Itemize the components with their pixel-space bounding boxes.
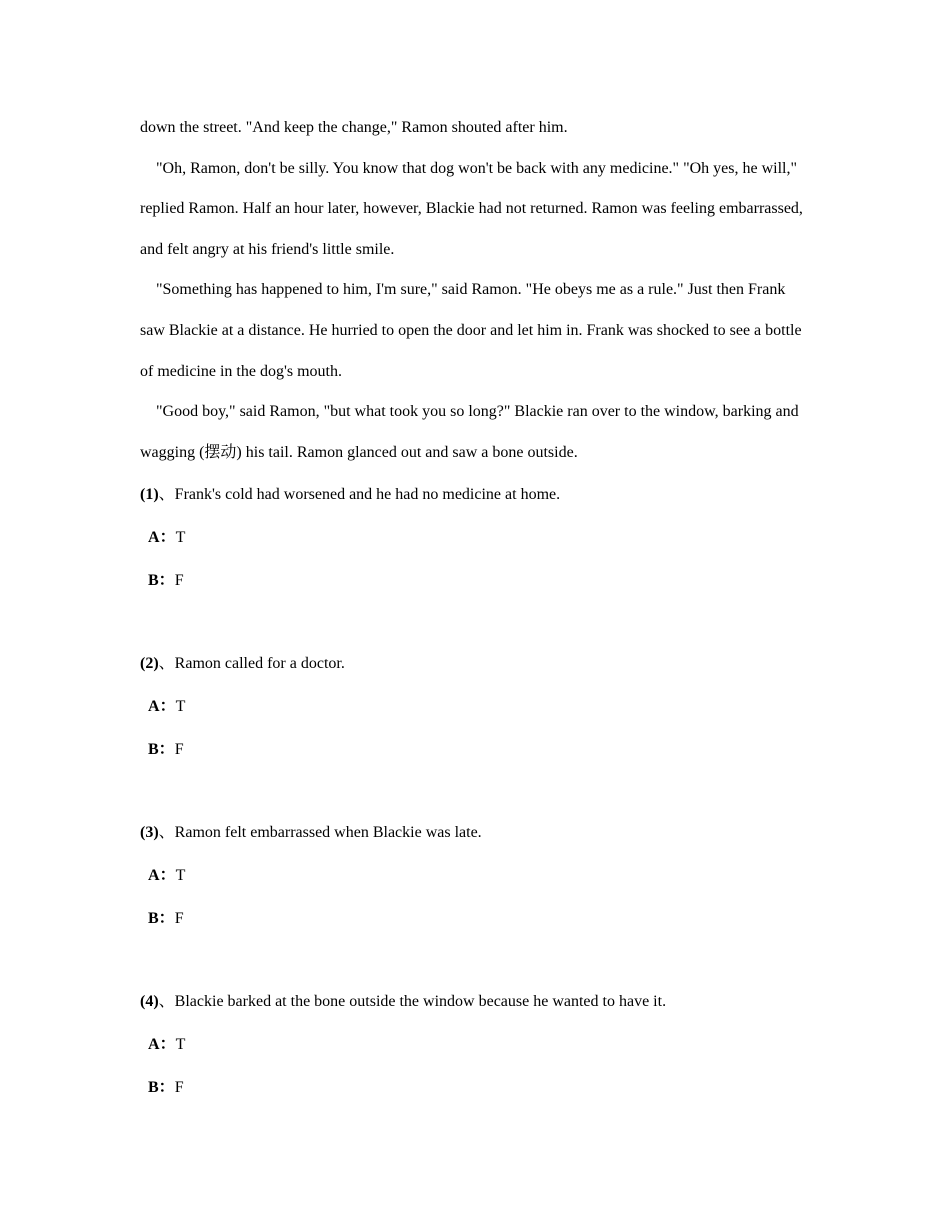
question-stem bbox=[140, 980, 810, 1023]
question-spacer bbox=[140, 771, 810, 811]
question-stem bbox=[140, 811, 810, 854]
option-colon: ： bbox=[158, 910, 175, 928]
option-text: F bbox=[174, 1079, 184, 1097]
question-text: Ramon felt embarrassed when Blackie was late. bbox=[174, 824, 482, 842]
option-colon: ： bbox=[158, 572, 175, 590]
question-number: (4) bbox=[140, 993, 159, 1011]
question-stem bbox=[140, 473, 810, 516]
question-spacer bbox=[140, 940, 810, 980]
option-a[interactable] bbox=[140, 685, 810, 728]
option-a[interactable] bbox=[140, 516, 810, 559]
option-colon: ： bbox=[159, 1036, 176, 1054]
question-separator: 、 bbox=[158, 655, 175, 673]
option-letter: A bbox=[148, 1036, 160, 1054]
option-b[interactable] bbox=[140, 728, 810, 771]
passage-paragraph-1: down the street. "And keep the change," Ramon shouted after him. bbox=[140, 119, 568, 136]
question-number: (2) bbox=[140, 655, 159, 673]
option-text: T bbox=[175, 1036, 186, 1054]
question-stem bbox=[140, 642, 810, 685]
option-letter: B bbox=[148, 910, 159, 928]
option-letter: B bbox=[148, 741, 159, 759]
option-letter: B bbox=[148, 572, 159, 590]
option-text: F bbox=[174, 572, 184, 590]
question-separator: 、 bbox=[158, 824, 175, 842]
passage-paragraph-2: "Oh, Ramon, don't be silly. You know that dog won't be back with any medicine." "Oh yes, he will," replied Ramon. Half an hour later, however, Blackie had not returned. Ramon was feeling embarrassed, and felt angry at his friend's little smile. bbox=[140, 159, 803, 258]
option-colon: ： bbox=[158, 741, 175, 759]
question-number: (1) bbox=[140, 486, 159, 504]
question-number: (3) bbox=[140, 824, 159, 842]
option-b[interactable] bbox=[140, 1066, 810, 1109]
option-text: T bbox=[175, 529, 186, 547]
question-text: Blackie barked at the bone outside the window because he wanted to have it. bbox=[174, 993, 667, 1011]
passage-paragraph-4: "Good boy," said Ramon, "but what took you so long?" Blackie ran over to the window, barking and wagging (摆动) his tail. Ramon glanced out and saw a bone outside. bbox=[140, 403, 799, 461]
option-text: T bbox=[175, 698, 186, 716]
option-b[interactable] bbox=[140, 559, 810, 602]
question-4 bbox=[140, 980, 810, 1109]
question-1 bbox=[140, 473, 810, 642]
option-a[interactable] bbox=[140, 1023, 810, 1066]
question-separator: 、 bbox=[158, 486, 175, 504]
question-text: Frank's cold had worsened and he had no medicine at home. bbox=[174, 486, 561, 504]
option-text: F bbox=[174, 741, 184, 759]
option-text: F bbox=[174, 910, 184, 928]
option-colon: ： bbox=[158, 1079, 175, 1097]
option-letter: A bbox=[148, 529, 160, 547]
passage bbox=[140, 108, 810, 473]
question-spacer bbox=[140, 602, 810, 642]
option-colon: ： bbox=[159, 529, 176, 547]
option-colon: ： bbox=[159, 867, 176, 885]
option-text: T bbox=[175, 867, 186, 885]
question-2 bbox=[140, 642, 810, 811]
option-letter: B bbox=[148, 1079, 159, 1097]
option-a[interactable] bbox=[140, 854, 810, 897]
question-text: Ramon called for a doctor. bbox=[174, 655, 345, 673]
option-b[interactable] bbox=[140, 897, 810, 940]
question-separator: 、 bbox=[158, 993, 175, 1011]
option-letter: A bbox=[148, 867, 160, 885]
document-page bbox=[140, 108, 810, 1109]
question-3 bbox=[140, 811, 810, 980]
option-colon: ： bbox=[159, 698, 176, 716]
option-letter: A bbox=[148, 698, 160, 716]
passage-paragraph-3: "Something has happened to him, I'm sure," said Ramon. "He obeys me as a rule." Just then Frank saw Blackie at a distance. He hurried to open the door and let him in. Frank was shocked to see a bottle of medicine in the dog's mouth. bbox=[140, 281, 802, 380]
